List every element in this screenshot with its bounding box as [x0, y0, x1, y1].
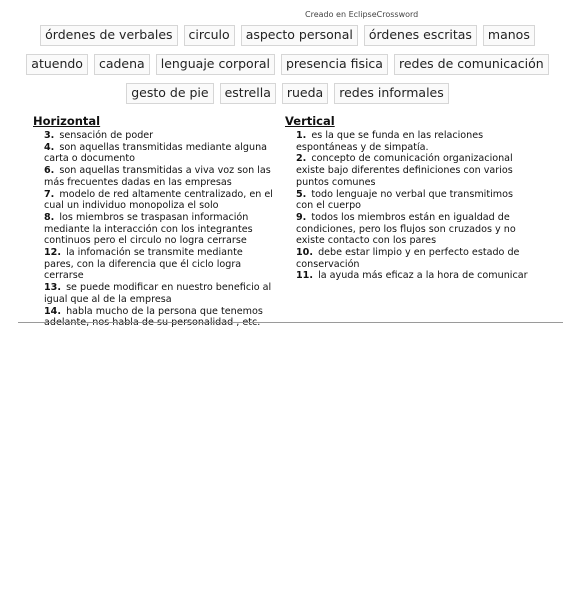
word-bank-item: rueda [282, 83, 328, 104]
clues-section [33, 115, 543, 329]
clue-text: la ayuda más eficaz a la hora de comunicar [318, 270, 528, 282]
horizontal-clues [33, 115, 273, 329]
word-bank-item: estrella [220, 83, 276, 104]
clue-text: son aquellas transmitidas mediante alguna carta o documento [44, 141, 268, 165]
word-bank-item: lenguaje corporal [156, 54, 275, 75]
clue-item [33, 130, 273, 142]
clue-item [33, 189, 273, 212]
clue-number: 7. [44, 188, 55, 200]
clue-item [33, 212, 273, 247]
clue-item [33, 282, 273, 305]
vertical-clues [285, 115, 530, 329]
clue-text: sensación de poder [59, 130, 154, 141]
word-bank-item: órdenes de verbales [40, 25, 177, 46]
word-bank-row-3 [0, 83, 575, 104]
clue-text: los miembros se traspasan información mediante la interacción con los integrantes continuos pero el circulo no logra cerrarse [44, 211, 253, 247]
clue-number: 9. [296, 211, 307, 223]
clue-number: 4. [44, 141, 55, 153]
vertical-title: Vertical [285, 114, 335, 128]
word-bank-row-2 [0, 54, 575, 75]
clue-item [33, 247, 273, 282]
word-bank-item: aspecto personal [241, 25, 358, 46]
word-bank-item: redes de comunicación [394, 54, 549, 75]
clue-item [33, 165, 273, 188]
clue-number: 2. [296, 153, 307, 165]
clue-text: todos los miembros están en igualdad de condiciones, pero los flujos son cruzados y no existe contacto con los pares [296, 211, 516, 247]
clue-item [33, 142, 273, 165]
clue-number: 11. [296, 270, 313, 282]
clue-text: debe estar limpio y en perfecto estado de conservación [296, 247, 520, 270]
horizontal-title: Horizontal [33, 114, 101, 128]
clue-number: 8. [44, 211, 55, 223]
word-bank-item: redes informales [334, 83, 449, 104]
word-bank-item: presencia fisica [281, 54, 388, 75]
clue-number: 5. [296, 188, 307, 200]
clue-item [285, 247, 530, 270]
word-bank-item: cadena [94, 54, 150, 75]
clue-number: 12. [44, 247, 61, 259]
clue-text: se puede modificar en nuestro beneficio al igual que al de la empresa [44, 282, 272, 305]
word-bank-row-1 [0, 25, 575, 46]
word-bank-item: circulo [184, 25, 235, 46]
credit-text: Creado en EclipseCrossword [305, 10, 419, 19]
clue-text: son aquellas transmitidas a viva voz son las más frecuentes dadas en las empresas [44, 165, 271, 188]
clue-text: concepto de comunicación organizacional existe bajo diferentes definiciones con varios puntos comunes [296, 153, 513, 188]
word-bank-item: manos [483, 25, 535, 46]
clue-item [285, 189, 530, 212]
clue-number: 3. [44, 130, 55, 141]
clue-text: es la que se funda en las relaciones espontáneas y de simpatía. [296, 130, 484, 153]
clue-number: 1. [296, 130, 307, 141]
clue-number: 14. [44, 305, 61, 317]
clue-item [33, 306, 273, 329]
clue-text: todo lenguaje no verbal que transmitimos con el cuerpo [296, 188, 513, 212]
word-bank-item: gesto de pie [126, 83, 213, 104]
clue-text: modelo de red altamente centralizado, en el cual un individuo monopoliza el solo [44, 188, 273, 212]
word-bank-item: atuendo [26, 54, 88, 75]
clue-item [285, 153, 530, 188]
word-bank-item: órdenes escritas [364, 25, 477, 46]
divider-line [18, 322, 563, 323]
clue-text: habla mucho de la persona que tenemos adelante, nos habla de su personalidad , etc. [44, 305, 263, 329]
clue-item [285, 212, 530, 247]
clue-number: 13. [44, 282, 61, 294]
clue-item [285, 130, 530, 153]
clue-item [285, 270, 530, 282]
clue-text: la infomación se transmite mediante pares, con la diferencia que él ciclo logra cerrarse [44, 247, 243, 282]
clue-number: 10. [296, 247, 313, 259]
clue-number: 6. [44, 165, 55, 177]
